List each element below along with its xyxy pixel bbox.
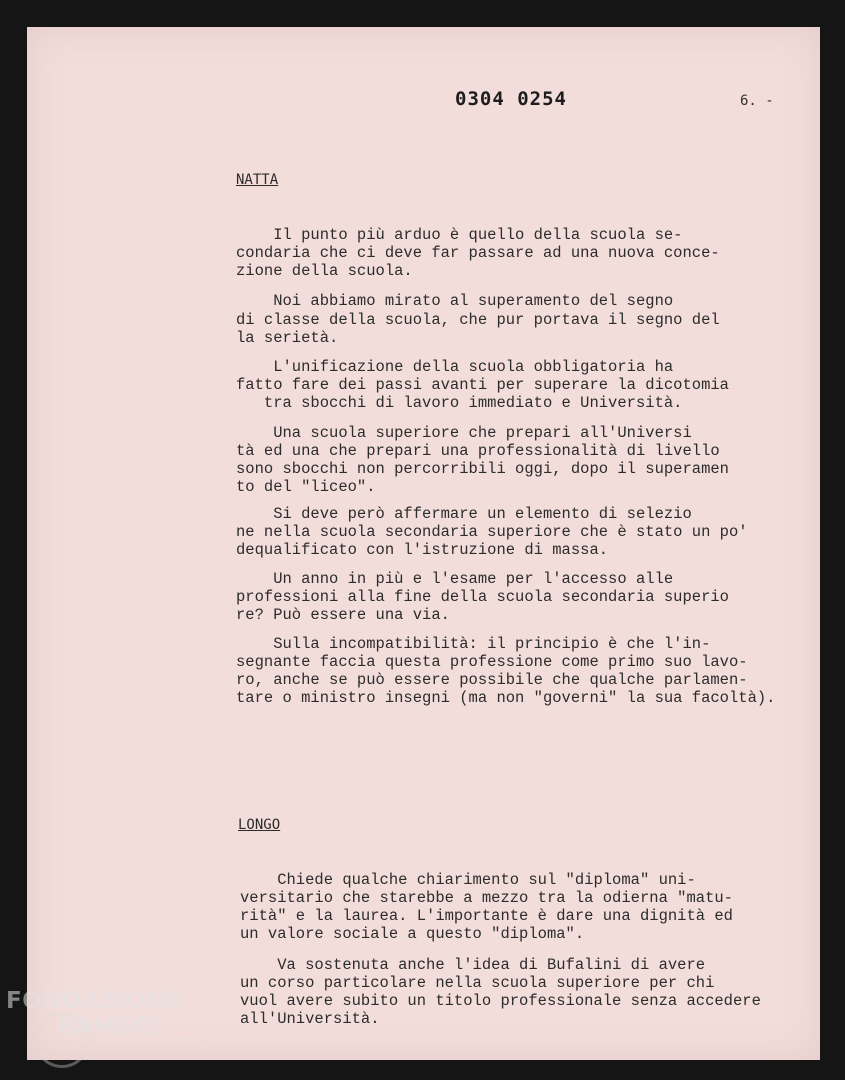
- text-line: tà ed una che prepari una professionalità di livello: [236, 442, 720, 460]
- watermark: [6, 990, 201, 1047]
- text-line: L'unificazione della scuola obbligatoria ha: [236, 358, 674, 376]
- text-line: Chiede qualche chiarimento sul "diploma" uni-: [240, 871, 696, 889]
- text-line: fatto fare dei passi avanti per superare la dicotomia: [236, 376, 729, 394]
- text-line: di classe della scuola, che pur portava il segno del: [236, 311, 720, 329]
- text-line: un valore sociale a questo "diploma".: [240, 925, 585, 943]
- text-line: ro, anche se può essere possibile che qualche parlamen-: [236, 671, 748, 689]
- speaker-heading-longo: LONGO: [238, 817, 281, 833]
- text-line: la serietà.: [236, 329, 339, 347]
- text-line: sono sbocchi non percorribili oggi, dopo il superamen: [236, 460, 729, 478]
- text-line: Il punto più arduo è quello della scuola se-: [236, 226, 683, 244]
- text-line: to del "liceo".: [236, 478, 376, 496]
- page-number: 6. -: [740, 93, 774, 109]
- text-line: un corso particolare nella scuola superiore per chi: [240, 974, 715, 992]
- text-line: Si deve però affermare un elemento di selezio: [236, 505, 692, 523]
- speaker-heading-natta: NATTA: [236, 172, 279, 188]
- text-line: re? Può essere una via.: [236, 606, 450, 624]
- text-line: zione della scuola.: [236, 262, 413, 280]
- text-line: Va sostenuta anche l'idea di Bufalini di avere: [240, 956, 706, 974]
- text-line: all'Università.: [240, 1010, 380, 1028]
- text-line: professioni alla fine della scuola secondaria superio: [236, 588, 729, 606]
- watermark-line-2: RAMSCI: [58, 1014, 159, 1040]
- document-number: 0304 0254: [455, 88, 567, 110]
- text-line: condaria che ci deve far passare ad una nuova conce-: [236, 244, 720, 262]
- text-line: Noi abbiamo mirato al superamento del segno: [236, 292, 674, 310]
- text-line: vuol avere subito un titolo professionale senza accedere: [240, 992, 761, 1010]
- text-line: segnante faccia questa professione come primo suo lavo-: [236, 653, 748, 671]
- text-line: Un anno in più e l'esame per l'accesso alle: [236, 570, 674, 588]
- text-line: versitario che starebbe a mezzo tra la odierna "matu-: [240, 889, 733, 907]
- watermark-line-1: FONDAZIONE: [6, 988, 183, 1014]
- watermark-line-3: onlus: [174, 1036, 201, 1047]
- text-line: Una scuola superiore che prepari all'Universi: [236, 424, 692, 442]
- text-line: tra sbocchi di lavoro immediato e Università.: [236, 394, 683, 412]
- text-line: tare o ministro insegni (ma non "governi" la sua facoltà).: [236, 689, 776, 707]
- text-line: dequalificato con l'istruzione di massa.: [236, 541, 609, 559]
- text-line: rità" e la laurea. L'importante è dare una dignità ed: [240, 907, 733, 925]
- text-line: ne nella scuola secondaria superiore che è stato un po': [236, 523, 748, 541]
- text-line: Sulla incompatibilità: il principio è che l'in-: [236, 635, 711, 653]
